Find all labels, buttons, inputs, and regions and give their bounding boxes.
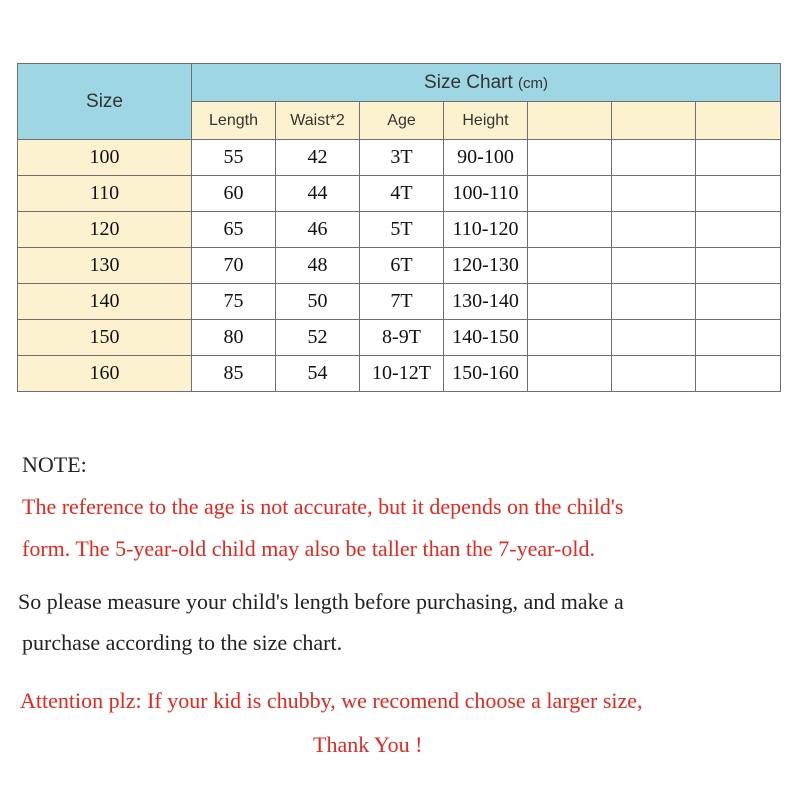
column-header-waist: Waist*2 <box>276 102 360 140</box>
empty-cell <box>696 284 781 320</box>
table-row <box>18 212 781 248</box>
size-cell: 100 <box>18 140 192 176</box>
height-cell: 100-110 <box>444 176 528 212</box>
empty-cell <box>696 176 781 212</box>
length-cell: 60 <box>192 176 276 212</box>
age-cell: 7T <box>360 284 444 320</box>
age-cell: 4T <box>360 176 444 212</box>
waist-cell: 50 <box>276 284 360 320</box>
age-cell: 10-12T <box>360 356 444 392</box>
empty-header-cell <box>612 102 696 140</box>
empty-cell <box>528 320 612 356</box>
empty-cell <box>612 248 696 284</box>
attention-line: Attention plz: If your kid is chubby, we recomend choose a larger size, <box>20 688 643 713</box>
length-cell: 85 <box>192 356 276 392</box>
height-cell: 130-140 <box>444 284 528 320</box>
size-chart-table <box>17 63 781 392</box>
empty-cell <box>696 212 781 248</box>
age-cell: 8-9T <box>360 320 444 356</box>
size-cell: 110 <box>18 176 192 212</box>
height-cell: 110-120 <box>444 212 528 248</box>
empty-cell <box>528 248 612 284</box>
table-row <box>18 140 781 176</box>
age-cell: 6T <box>360 248 444 284</box>
empty-cell <box>528 176 612 212</box>
height-cell: 150-160 <box>444 356 528 392</box>
waist-cell: 54 <box>276 356 360 392</box>
height-cell: 120-130 <box>444 248 528 284</box>
table-row <box>18 320 781 356</box>
table-row <box>18 284 781 320</box>
note-instruction-line-2: purchase according to the size chart. <box>22 630 343 655</box>
note-red-line-1: The reference to the age is not accurate, but it depends on the child's <box>22 494 624 519</box>
size-cell: 140 <box>18 284 192 320</box>
length-cell: 70 <box>192 248 276 284</box>
empty-cell <box>612 212 696 248</box>
height-cell: 140-150 <box>444 320 528 356</box>
empty-cell <box>696 140 781 176</box>
note-heading: NOTE: <box>22 452 87 477</box>
empty-header-cell <box>528 102 612 140</box>
empty-cell <box>612 140 696 176</box>
empty-cell <box>528 212 612 248</box>
waist-cell: 44 <box>276 176 360 212</box>
waist-cell: 52 <box>276 320 360 356</box>
empty-cell <box>696 356 781 392</box>
note-red-line-2: form. The 5-year-old child may also be taller than the 7-year-old. <box>22 536 595 561</box>
empty-cell <box>612 320 696 356</box>
waist-cell: 46 <box>276 212 360 248</box>
table-row <box>18 356 781 392</box>
waist-cell: 42 <box>276 140 360 176</box>
age-cell: 5T <box>360 212 444 248</box>
chart-unit: (cm) <box>518 74 549 92</box>
empty-cell <box>696 320 781 356</box>
size-cell: 120 <box>18 212 192 248</box>
thank-you-text: Thank You ! <box>313 732 423 757</box>
size-cell: 160 <box>18 356 192 392</box>
column-header-length: Length <box>192 102 276 140</box>
size-cell: 150 <box>18 320 192 356</box>
length-cell: 75 <box>192 284 276 320</box>
empty-cell <box>696 248 781 284</box>
chart-title <box>192 64 781 102</box>
column-header-age: Age <box>360 102 444 140</box>
length-cell: 55 <box>192 140 276 176</box>
height-cell: 90-100 <box>444 140 528 176</box>
note-instruction-line-1: So please measure your child's length before purchasing, and make a <box>18 589 624 614</box>
column-header-height: Height <box>444 102 528 140</box>
empty-cell <box>612 284 696 320</box>
table-row <box>18 176 781 212</box>
size-cell: 130 <box>18 248 192 284</box>
waist-cell: 48 <box>276 248 360 284</box>
empty-cell <box>612 356 696 392</box>
length-cell: 80 <box>192 320 276 356</box>
length-cell: 65 <box>192 212 276 248</box>
empty-cell <box>528 284 612 320</box>
empty-cell <box>528 356 612 392</box>
empty-cell <box>612 176 696 212</box>
chart-title-text: Size Chart <box>424 71 513 93</box>
age-cell: 3T <box>360 140 444 176</box>
table-row <box>18 248 781 284</box>
empty-cell <box>528 140 612 176</box>
size-column-header: Size <box>18 64 192 140</box>
empty-header-cell <box>696 102 781 140</box>
table-header-row <box>18 64 781 102</box>
